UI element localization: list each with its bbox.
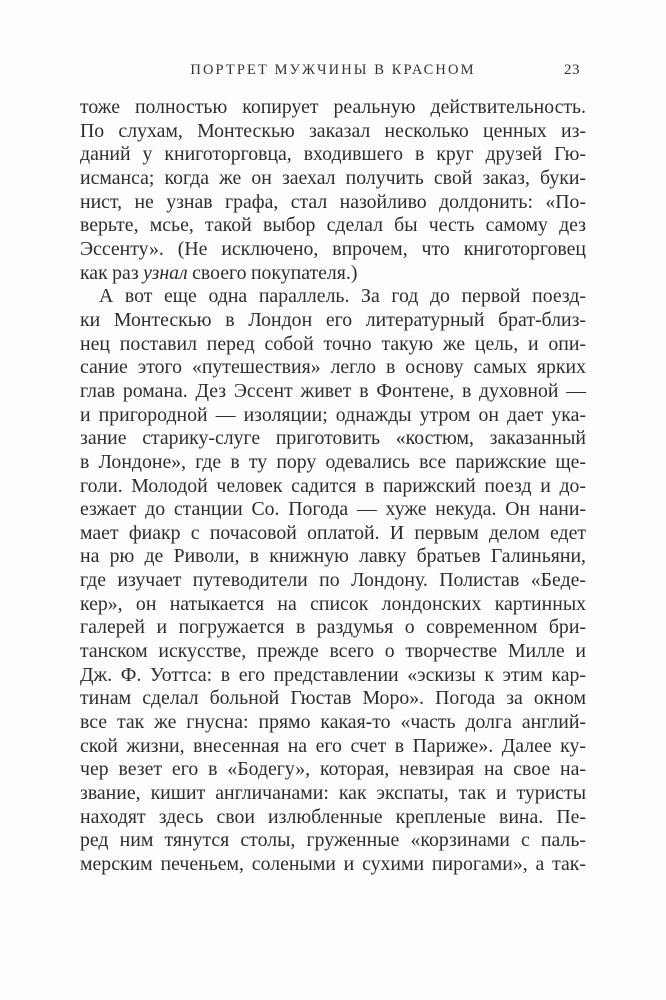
page-text (80, 96, 586, 877)
text-line: По слухам, Монтескью заказал несколько ценных из- (80, 119, 586, 142)
text-line: нец поставил перед собой точно такую же цель, и опи- (80, 332, 586, 355)
text-line: голи. Молодой человек садится в парижский поезд и до- (80, 474, 586, 497)
paragraph (80, 285, 586, 876)
text-line: чер везет его в «Бодегу», которая, невзирая на свое на- (80, 758, 586, 781)
text-line: мает фиакр с почасовой оплатой. И первым делом едет (80, 521, 586, 544)
text-line: исманса; когда же он заехал получить свой заказ, буки- (80, 166, 586, 189)
text-line: все так же гнусна: прямо какая-то «часть долга англий- (80, 711, 586, 734)
text-line: Эссенту». (Не исключено, впрочем, что книготорговец (80, 237, 586, 260)
text-line: в Лондоне», где в ту пору одевались все парижские ще- (80, 450, 586, 473)
text-line: находят здесь свои излюбленные крепленые вина. Пе- (80, 805, 586, 828)
text-line: нист, не узнав графа, стал назойливо долдонить: «По- (80, 190, 586, 213)
text-line: ред ним тянутся столы, груженные «корзинами с паль- (80, 829, 586, 852)
running-header (80, 62, 586, 82)
text-line: даний у книготорговца, входившего в круг друзей Гю- (80, 143, 586, 166)
running-title: ПОРТРЕТ МУЖЧИНЫ В КРАСНОМ (190, 62, 476, 78)
text-line: как раз узнал своего покупателя.) (80, 261, 358, 284)
text-line: Дж. Ф. Уоттса: в его представлении «эскизы к этим кар- (80, 663, 586, 686)
text-line: звание, кишит англичанами: как экспаты, так и туристы (80, 782, 586, 805)
text-line: мерским печеньем, солеными и сухими пирогами», а так- (80, 853, 586, 875)
text-line: езжает до станции Со. Погода — хуже некуда. Он нани- (80, 498, 586, 521)
text-line: глав романа. Дез Эссент живет в Фонтене, в духовной — (80, 379, 586, 402)
text-line: танском искусстве, прежде всего о творчестве Милле и (80, 640, 586, 663)
page-number: 23 (564, 62, 580, 78)
text-line: ки Монтескью в Лондон его литературный брат-близ- (80, 308, 586, 331)
text-line: ской жизни, внесенная на его счет в Париже». Далее ку- (80, 734, 586, 757)
text-line: на рю де Риволи, в книжную лавку братьев Галиньяни, (80, 545, 586, 568)
text-line: и пригородной — изоляции; однажды утром он дает ука- (80, 403, 586, 426)
text-line: сание этого «путешествия» легло в основу самых ярких (80, 356, 586, 379)
text-line: зание старику-слуге приготовить «костюм, заказанный (80, 427, 586, 450)
paragraph (80, 96, 586, 285)
text-line: тоже полностью копирует реальную действительность. (80, 96, 586, 118)
text-line: галерей и погружается в раздумья о современном бри- (80, 616, 586, 639)
text-line: верьте, мсье, такой выбор сделал бы честь самому дез (80, 214, 586, 237)
text-line: кер», он натыкается на список лондонских картинных (80, 592, 586, 615)
text-line: тинам сделал больной Гюстав Моро». Погода за окном (80, 687, 586, 710)
text-line: где изучает путеводители по Лондону. Полистав «Беде- (80, 569, 586, 592)
text-line: А вот еще одна параллель. За год до первой поезд- (99, 285, 586, 308)
